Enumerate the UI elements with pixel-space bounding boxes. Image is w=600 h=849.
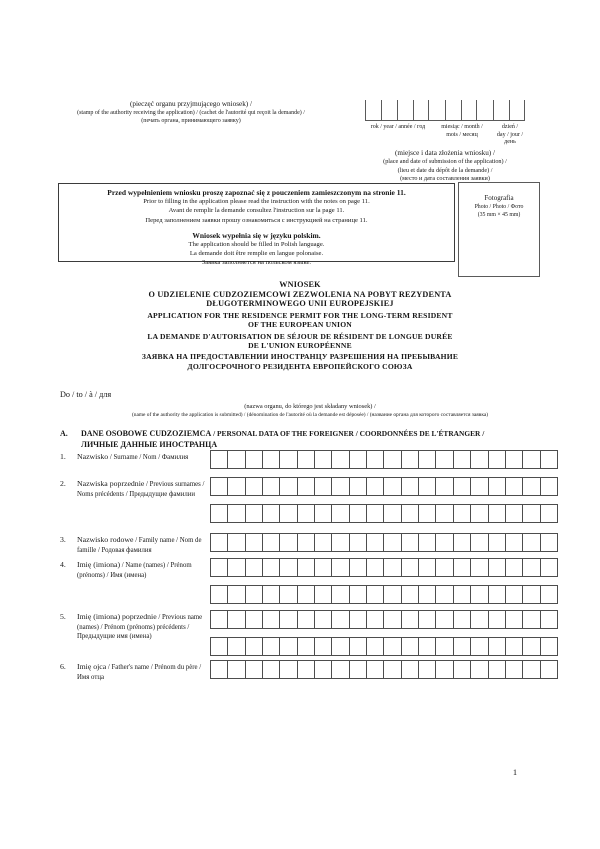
char-cell[interactable] xyxy=(436,478,453,495)
char-cell[interactable] xyxy=(471,638,488,655)
language-notice-en: The application should be filled in Polish language. xyxy=(188,241,325,249)
char-cell[interactable] xyxy=(454,451,471,468)
char-cell[interactable] xyxy=(367,586,384,603)
family-name-input-rows xyxy=(210,533,558,552)
char-cell[interactable] xyxy=(280,505,297,522)
char-cell[interactable] xyxy=(315,478,332,495)
date-char-cell[interactable] xyxy=(365,100,381,121)
char-cell[interactable] xyxy=(523,451,540,468)
field-label-translations: / Father's name / Prénom du père / Имя отца xyxy=(77,664,202,681)
char-cell[interactable] xyxy=(298,559,315,576)
char-cell[interactable] xyxy=(489,559,506,576)
char-cell[interactable] xyxy=(211,611,228,628)
place-caption-fr: (lieu et date du dépôt de la demande) / xyxy=(397,166,493,174)
char-cell[interactable] xyxy=(246,611,263,628)
char-cell[interactable] xyxy=(541,505,557,522)
section-a-prefix: A. xyxy=(60,429,68,438)
field-label-translations: / Surname / Nom / Фамилия xyxy=(108,454,189,461)
year-label: rok / year / année / год xyxy=(370,124,426,130)
char-cell[interactable] xyxy=(419,559,436,576)
title-en-line1: APPLICATION FOR THE RESIDENCE PERMIT FOR THE LONG-TERM RESIDENT xyxy=(147,310,453,320)
char-cell[interactable] xyxy=(402,661,419,678)
char-cell[interactable] xyxy=(402,534,419,551)
date-month-boxes[interactable] xyxy=(445,100,477,121)
authority-caption-pl: (nazwa organu, do którego jest składany wniosek) / xyxy=(244,403,376,410)
char-cell[interactable] xyxy=(384,534,401,551)
char-cell[interactable] xyxy=(436,451,453,468)
char-cell[interactable] xyxy=(246,638,263,655)
title-ru-line2: ДОЛГОСРОЧНОГО РЕЗИДЕНТА ЕВРОПЕЙСКОГО СОЮЗА xyxy=(187,361,413,371)
place-date-caption xyxy=(330,149,560,184)
char-boxes-row[interactable] xyxy=(210,660,558,679)
char-cell[interactable] xyxy=(332,478,349,495)
photo-size: (35 mm × 45 mm) xyxy=(477,212,521,219)
char-cell[interactable] xyxy=(315,661,332,678)
field-fathers-name-head xyxy=(60,662,206,682)
char-cell[interactable] xyxy=(419,586,436,603)
char-cell[interactable] xyxy=(350,611,367,628)
date-char-cell[interactable] xyxy=(381,100,397,121)
field-number: 1. xyxy=(60,452,66,461)
char-cell[interactable] xyxy=(228,478,245,495)
char-cell[interactable] xyxy=(350,586,367,603)
char-cell[interactable] xyxy=(471,534,488,551)
char-cell[interactable] xyxy=(315,534,332,551)
previous-surnames-input-rows xyxy=(210,477,558,523)
previous-names-input-rows xyxy=(210,610,558,656)
char-cell[interactable] xyxy=(280,559,297,576)
char-cell[interactable] xyxy=(298,505,315,522)
char-cell[interactable] xyxy=(419,611,436,628)
title-wniosek: WNIOSEK xyxy=(279,280,321,289)
char-cell[interactable] xyxy=(350,661,367,678)
char-cell[interactable] xyxy=(280,661,297,678)
char-cell[interactable] xyxy=(454,478,471,495)
char-cell[interactable] xyxy=(350,638,367,655)
language-notice-fr: La demande doit être remplie en langue polonaise. xyxy=(189,250,324,258)
field-label-pl: Nazwisko rodowe xyxy=(77,535,134,544)
section-a-heading-ru: ЛИЧНЫЕ ДАННЫЕ ИНОСТРАНЦА xyxy=(81,439,218,449)
char-cell[interactable] xyxy=(367,611,384,628)
char-cell[interactable] xyxy=(419,661,436,678)
field-family-name-head xyxy=(60,535,206,555)
notice-fr: Avant de remplir la demande consultez l'instruction sur la page 11. xyxy=(168,207,345,215)
char-cell[interactable] xyxy=(471,505,488,522)
char-cell[interactable] xyxy=(211,451,228,468)
char-cell[interactable] xyxy=(280,534,297,551)
char-cell[interactable] xyxy=(246,478,263,495)
title-ru-line1: ЗАЯВКА НА ПРЕДОСТАВЛЕНИИ ИНОСТРАНЦУ РАЗРЕШЕНИЯ НА ПРЕБЫВАНИЕ xyxy=(141,352,459,362)
char-cell[interactable] xyxy=(419,534,436,551)
char-cell[interactable] xyxy=(246,559,263,576)
field-name-head xyxy=(60,560,206,580)
field-label xyxy=(77,535,206,555)
char-cell[interactable] xyxy=(471,661,488,678)
title-pl-line2: DŁUGOTERMINOWEGO UNII EUROPEJSKIEJ xyxy=(206,299,394,309)
char-cell[interactable] xyxy=(402,586,419,603)
char-cell[interactable] xyxy=(419,478,436,495)
char-cell[interactable] xyxy=(263,505,280,522)
photo-placeholder-box xyxy=(458,182,540,277)
char-cell[interactable] xyxy=(367,661,384,678)
form-title xyxy=(20,280,580,371)
section-a-heading-translations: / PERSONAL DATA OF THE FOREIGNER / COORDONNÉES DE L'ÉTRANGER / xyxy=(211,429,485,438)
char-cell[interactable] xyxy=(280,586,297,603)
char-cell[interactable] xyxy=(454,586,471,603)
language-notice-pl-bold: Wniosek wypełnia się w języku polskim. xyxy=(192,230,321,240)
char-cell[interactable] xyxy=(332,638,349,655)
char-cell[interactable] xyxy=(280,451,297,468)
char-cell[interactable] xyxy=(541,586,557,603)
char-cell[interactable] xyxy=(246,451,263,468)
char-cell[interactable] xyxy=(298,661,315,678)
day-label-line2: day / jour / xyxy=(496,131,524,138)
surname-input-rows xyxy=(210,450,558,469)
char-cell[interactable] xyxy=(384,586,401,603)
char-cell[interactable] xyxy=(332,534,349,551)
field-number: 2. xyxy=(60,479,66,488)
char-cell[interactable] xyxy=(506,559,523,576)
section-a-heading-pl: DANE OSOBOWE CUDZOZIEMCA xyxy=(81,429,212,438)
char-cell[interactable] xyxy=(523,505,540,522)
char-cell[interactable] xyxy=(523,559,540,576)
stamp-caption-pl: (pieczęć organu przyjmującego wniosek) / xyxy=(129,100,252,108)
char-cell[interactable] xyxy=(350,534,367,551)
char-cell[interactable] xyxy=(211,586,228,603)
char-cell[interactable] xyxy=(419,451,436,468)
stamp-caption xyxy=(35,100,347,126)
char-cell[interactable] xyxy=(263,611,280,628)
char-cell[interactable] xyxy=(315,638,332,655)
char-cell[interactable] xyxy=(402,611,419,628)
char-cell[interactable] xyxy=(332,505,349,522)
date-char-cell[interactable] xyxy=(445,100,461,121)
char-cell[interactable] xyxy=(402,451,419,468)
char-cell[interactable] xyxy=(523,638,540,655)
char-cell[interactable] xyxy=(541,559,557,576)
char-cell[interactable] xyxy=(211,559,228,576)
char-cell[interactable] xyxy=(471,586,488,603)
char-cell[interactable] xyxy=(211,505,228,522)
char-cell[interactable] xyxy=(350,559,367,576)
char-cell[interactable] xyxy=(280,611,297,628)
char-cell[interactable] xyxy=(506,505,523,522)
field-label-translations: / Name (names) / Prénom (prénoms) / Имя (имена) xyxy=(77,562,192,579)
authority-caption-translations: (name of the authority the application is submitted) / (dénomination de l'autorité où la demande est déposée) / (название органа для которого составляется заявка) xyxy=(131,412,489,418)
char-cell[interactable] xyxy=(384,451,401,468)
date-gap xyxy=(429,100,445,121)
char-cell[interactable] xyxy=(419,638,436,655)
date-char-cell[interactable] xyxy=(413,100,429,121)
char-cell[interactable] xyxy=(541,638,557,655)
char-cell[interactable] xyxy=(506,534,523,551)
notice-ru: Перед заполнением заявки прошу ознакомиться с инструкцией на странице 11. xyxy=(145,216,368,224)
char-cell[interactable] xyxy=(298,638,315,655)
char-cell[interactable] xyxy=(436,586,453,603)
char-cell[interactable] xyxy=(541,534,557,551)
char-cell[interactable] xyxy=(280,478,297,495)
char-boxes-row[interactable] xyxy=(210,585,558,604)
date-day-boxes[interactable] xyxy=(493,100,525,121)
char-cell[interactable] xyxy=(402,559,419,576)
char-cell[interactable] xyxy=(384,661,401,678)
char-cell[interactable] xyxy=(384,478,401,495)
char-cell[interactable] xyxy=(523,611,540,628)
char-cell[interactable] xyxy=(523,661,540,678)
char-cell[interactable] xyxy=(541,611,557,628)
char-cell[interactable] xyxy=(263,559,280,576)
char-cell[interactable] xyxy=(419,505,436,522)
section-a-line1 xyxy=(60,427,570,440)
char-boxes-row[interactable] xyxy=(210,450,558,469)
char-cell[interactable] xyxy=(436,559,453,576)
char-cell[interactable] xyxy=(298,611,315,628)
char-cell[interactable] xyxy=(506,638,523,655)
field-previous-names-head xyxy=(60,612,206,642)
field-number: 3. xyxy=(60,535,66,544)
char-cell[interactable] xyxy=(298,478,315,495)
char-cell[interactable] xyxy=(454,611,471,628)
place-caption-pl: (miejsce i data złożenia wniosku) / xyxy=(395,149,495,157)
char-boxes-row[interactable] xyxy=(210,610,558,629)
char-cell[interactable] xyxy=(211,661,228,678)
place-caption-en: (place and date of submission of the application) / xyxy=(383,157,507,165)
submission-date-field xyxy=(365,100,525,121)
date-char-cell[interactable] xyxy=(493,100,509,121)
char-cell[interactable] xyxy=(541,661,557,678)
char-cell[interactable] xyxy=(384,638,401,655)
char-cell[interactable] xyxy=(367,505,384,522)
char-cell[interactable] xyxy=(454,505,471,522)
field-label-translations: / Previous name (names) / Prénom (prénoms) précédents / Предыдущие имя (имена) xyxy=(77,614,203,641)
field-label-pl: Imię (imiona) poprzednie xyxy=(77,612,157,621)
field-number: 5. xyxy=(60,612,66,621)
section-a-heading xyxy=(60,427,570,450)
field-label xyxy=(77,479,206,499)
char-boxes-row[interactable] xyxy=(210,477,558,496)
field-label xyxy=(77,662,206,682)
char-cell[interactable] xyxy=(541,451,557,468)
char-cell[interactable] xyxy=(332,611,349,628)
char-cell[interactable] xyxy=(246,534,263,551)
field-number: 6. xyxy=(60,662,66,671)
char-cell[interactable] xyxy=(263,638,280,655)
char-cell[interactable] xyxy=(402,638,419,655)
place-caption-ru: (место и дата составления заявки) xyxy=(400,175,490,183)
field-label-translations: / Previous surnames / Noms précédents / Предыдущие фамилии xyxy=(77,481,205,498)
char-cell[interactable] xyxy=(489,661,506,678)
field-label xyxy=(77,560,206,580)
char-cell[interactable] xyxy=(489,586,506,603)
char-cell[interactable] xyxy=(541,478,557,495)
char-cell[interactable] xyxy=(436,611,453,628)
language-notice-ru: Заявка заполняется на польском языке. xyxy=(201,259,312,267)
field-label xyxy=(77,612,206,642)
char-cell[interactable] xyxy=(332,586,349,603)
char-cell[interactable] xyxy=(367,534,384,551)
char-cell[interactable] xyxy=(246,505,263,522)
char-cell[interactable] xyxy=(402,478,419,495)
date-gap xyxy=(477,100,493,121)
char-cell[interactable] xyxy=(402,505,419,522)
char-cell[interactable] xyxy=(489,534,506,551)
photo-label-translations: Photo / Photo / Фото xyxy=(474,203,524,210)
char-cell[interactable] xyxy=(228,586,245,603)
title-fr-line1: LA DEMANDE D'AUTORISATION DE SÉJOUR DE RÉSIDENT DE LONGUE DURÉE xyxy=(147,331,453,341)
notice-en: Prior to filling in the application please read the instruction with the notes on page 11. xyxy=(143,198,370,206)
char-cell[interactable] xyxy=(263,586,280,603)
title-en-line2: OF THE EUROPEAN UNION xyxy=(248,320,352,330)
addressee-label: Do / to / à / для xyxy=(60,390,112,399)
notice-pl-bold: Przed wypełnieniem wniosku proszę zapoznać się z pouczeniem zamieszczonym na stronie 11. xyxy=(107,188,406,197)
char-cell[interactable] xyxy=(228,451,245,468)
char-cell[interactable] xyxy=(489,451,506,468)
char-cell[interactable] xyxy=(454,661,471,678)
char-cell[interactable] xyxy=(523,586,540,603)
char-cell[interactable] xyxy=(263,534,280,551)
field-label-pl: Nazwiska poprzednie xyxy=(77,479,145,488)
instruction-notice-box xyxy=(58,183,455,267)
char-cell[interactable] xyxy=(263,451,280,468)
field-previous-surnames-head xyxy=(60,479,206,499)
char-cell[interactable] xyxy=(523,478,540,495)
char-cell[interactable] xyxy=(436,505,453,522)
char-cell[interactable] xyxy=(454,559,471,576)
field-surname-head xyxy=(60,452,206,463)
char-boxes-row[interactable] xyxy=(210,504,558,523)
page-number: 1 xyxy=(512,767,518,777)
char-cell[interactable] xyxy=(246,586,263,603)
char-cell[interactable] xyxy=(436,661,453,678)
char-cell[interactable] xyxy=(211,478,228,495)
char-cell[interactable] xyxy=(489,505,506,522)
date-char-cell[interactable] xyxy=(461,100,477,121)
char-cell[interactable] xyxy=(367,478,384,495)
char-cell[interactable] xyxy=(228,534,245,551)
date-year-boxes[interactable] xyxy=(365,100,429,121)
stamp-caption-en-fr: (stamp of the authority receiving the application) / (cachet de l'autorité qui reçoit la demande) / xyxy=(77,109,305,116)
fathers-name-input-rows xyxy=(210,660,558,679)
title-pl-line1: O UDZIELENIE CUDZOZIEMCOWI ZEZWOLENIA NA POBYT REZYDENTA xyxy=(148,289,452,299)
char-cell[interactable] xyxy=(228,638,245,655)
char-cell[interactable] xyxy=(211,534,228,551)
char-cell[interactable] xyxy=(350,505,367,522)
char-cell[interactable] xyxy=(315,505,332,522)
char-cell[interactable] xyxy=(298,586,315,603)
char-cell[interactable] xyxy=(332,661,349,678)
char-cell[interactable] xyxy=(263,478,280,495)
char-cell[interactable] xyxy=(506,451,523,468)
char-cell[interactable] xyxy=(315,559,332,576)
char-cell[interactable] xyxy=(315,451,332,468)
char-boxes-row[interactable] xyxy=(210,533,558,552)
char-cell[interactable] xyxy=(350,451,367,468)
char-cell[interactable] xyxy=(298,534,315,551)
char-cell[interactable] xyxy=(489,638,506,655)
char-boxes-row[interactable] xyxy=(210,637,558,656)
char-boxes-row[interactable] xyxy=(210,558,558,577)
char-cell[interactable] xyxy=(367,451,384,468)
char-cell[interactable] xyxy=(506,611,523,628)
day-label-line1: dzień / xyxy=(501,124,519,130)
field-label-translations: / Family name / Nom de famille / Родовая фамилия xyxy=(77,537,202,554)
char-cell[interactable] xyxy=(384,611,401,628)
char-cell[interactable] xyxy=(228,505,245,522)
field-number: 4. xyxy=(60,560,66,569)
char-cell[interactable] xyxy=(263,661,280,678)
day-label xyxy=(469,124,551,147)
char-cell[interactable] xyxy=(367,559,384,576)
month-label-line1: miesiąc / month / xyxy=(441,124,483,130)
char-cell[interactable] xyxy=(489,611,506,628)
name-input-rows xyxy=(210,558,558,604)
field-label-pl: Nazwisko xyxy=(77,452,109,461)
month-label-line2: mois / месяц xyxy=(446,131,478,138)
day-label-line3: день xyxy=(504,139,516,146)
char-cell[interactable] xyxy=(384,559,401,576)
char-cell[interactable] xyxy=(454,638,471,655)
char-cell[interactable] xyxy=(471,451,488,468)
char-cell[interactable] xyxy=(228,559,245,576)
photo-label-pl: Fotografia xyxy=(484,194,514,202)
char-cell[interactable] xyxy=(228,611,245,628)
char-cell[interactable] xyxy=(211,638,228,655)
char-cell[interactable] xyxy=(523,534,540,551)
char-cell[interactable] xyxy=(471,611,488,628)
char-cell[interactable] xyxy=(350,478,367,495)
char-cell[interactable] xyxy=(489,478,506,495)
stamp-caption-ru: (печать органа, принимающего заявку) xyxy=(141,118,241,124)
field-label-pl: Imię ojca xyxy=(77,662,107,671)
char-cell[interactable] xyxy=(246,661,263,678)
char-cell[interactable] xyxy=(228,661,245,678)
char-cell[interactable] xyxy=(506,661,523,678)
char-cell[interactable] xyxy=(506,478,523,495)
title-fr-line2: DE L'UNION EUROPÉENNE xyxy=(248,341,352,350)
char-cell[interactable] xyxy=(506,586,523,603)
field-label xyxy=(77,452,188,463)
char-cell[interactable] xyxy=(315,611,332,628)
field-label-pl: Imię (imiona) xyxy=(77,560,121,569)
char-cell[interactable] xyxy=(332,559,349,576)
date-char-cell[interactable] xyxy=(397,100,413,121)
char-cell[interactable] xyxy=(315,586,332,603)
char-cell[interactable] xyxy=(298,451,315,468)
char-cell[interactable] xyxy=(384,505,401,522)
date-char-cell[interactable] xyxy=(509,100,525,121)
char-cell[interactable] xyxy=(332,451,349,468)
char-cell[interactable] xyxy=(436,638,453,655)
char-cell[interactable] xyxy=(471,559,488,576)
char-cell[interactable] xyxy=(436,534,453,551)
char-cell[interactable] xyxy=(454,534,471,551)
char-cell[interactable] xyxy=(471,478,488,495)
char-cell[interactable] xyxy=(367,638,384,655)
char-cell[interactable] xyxy=(280,638,297,655)
